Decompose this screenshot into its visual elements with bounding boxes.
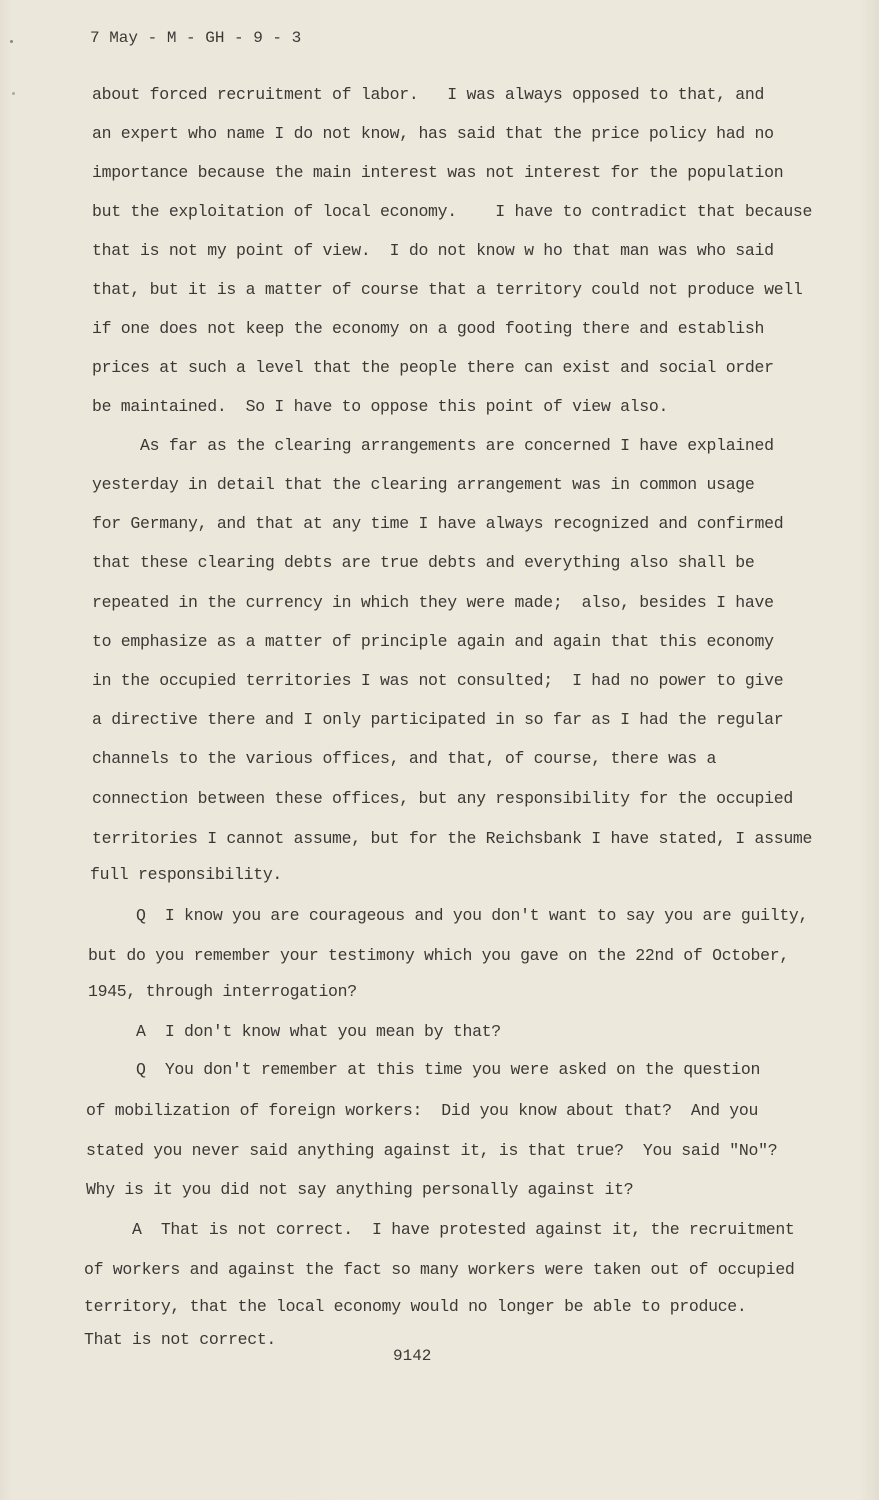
page-header: 7 May - M - GH - 9 - 3 [90, 29, 302, 47]
text-line: to emphasize as a matter of principle again and again that this economy [92, 632, 774, 651]
text-line: but the exploitation of local economy. I have to contradict that because [92, 202, 813, 221]
text-line: A That is not correct. I have protested against it, the recruitment [84, 1220, 795, 1239]
text-line: that is not my point of view. I do not know w ho that man was who said [92, 241, 774, 260]
text-line: prices at such a level that the people there can exist and social order [92, 358, 774, 377]
text-line: 1945, through interrogation? [88, 982, 357, 1001]
text-line: connection between these offices, but any responsibility for the occupied [92, 789, 793, 808]
text-line: for Germany, and that at any time I have always recognized and confirmed [92, 514, 784, 533]
text-line: about forced recruitment of labor. I was always opposed to that, and [92, 85, 765, 104]
text-line: Why is it you did not say anything personally against it? [86, 1180, 634, 1199]
text-line: channels to the various offices, and that, of course, there was a [92, 749, 717, 768]
text-line: A I don't know what you mean by that? [88, 1022, 501, 1041]
text-line: Q You don't remember at this time you were asked on the question [88, 1060, 761, 1079]
page-number: 9142 [393, 1347, 432, 1365]
text-line: Q I know you are courageous and you don't want to say you are guilty, [88, 906, 809, 925]
text-line: stated you never said anything against it, is that true? You said "No"? [86, 1141, 778, 1160]
text-line: in the occupied territories I was not consulted; I had no power to give [92, 671, 784, 690]
text-line: territories I cannot assume, but for the Reichsbank I have stated, I assume [92, 829, 813, 848]
text-line: repeated in the currency in which they were made; also, besides I have [92, 593, 774, 612]
text-line: but do you remember your testimony which you gave on the 22nd of October, [88, 946, 789, 965]
text-line: As far as the clearing arrangements are concerned I have explained [92, 436, 774, 455]
text-line: yesterday in detail that the clearing arrangement was in common usage [92, 475, 755, 494]
text-line: that, but it is a matter of course that a territory could not produce well [92, 280, 803, 299]
paper-mark [10, 40, 13, 43]
text-line: importance because the main interest was not interest for the population [92, 163, 784, 182]
text-line: of mobilization of foreign workers: Did you know about that? And you [86, 1101, 759, 1120]
paper-mark [12, 92, 15, 95]
text-line: if one does not keep the economy on a good footing there and establish [92, 319, 765, 338]
text-line: That is not correct. [84, 1330, 277, 1349]
text-line: a directive there and I only participated in so far as I had the regular [92, 710, 784, 729]
text-line: full responsibility. [90, 865, 283, 884]
text-line: an expert who name I do not know, has said that the price policy had no [92, 124, 774, 143]
text-line: be maintained. So I have to oppose this point of view also. [92, 397, 669, 416]
text-line: that these clearing debts are true debts and everything also shall be [92, 553, 755, 572]
text-line: territory, that the local economy would no longer be able to produce. [84, 1297, 747, 1316]
text-line: of workers and against the fact so many workers were taken out of occupied [84, 1260, 795, 1279]
